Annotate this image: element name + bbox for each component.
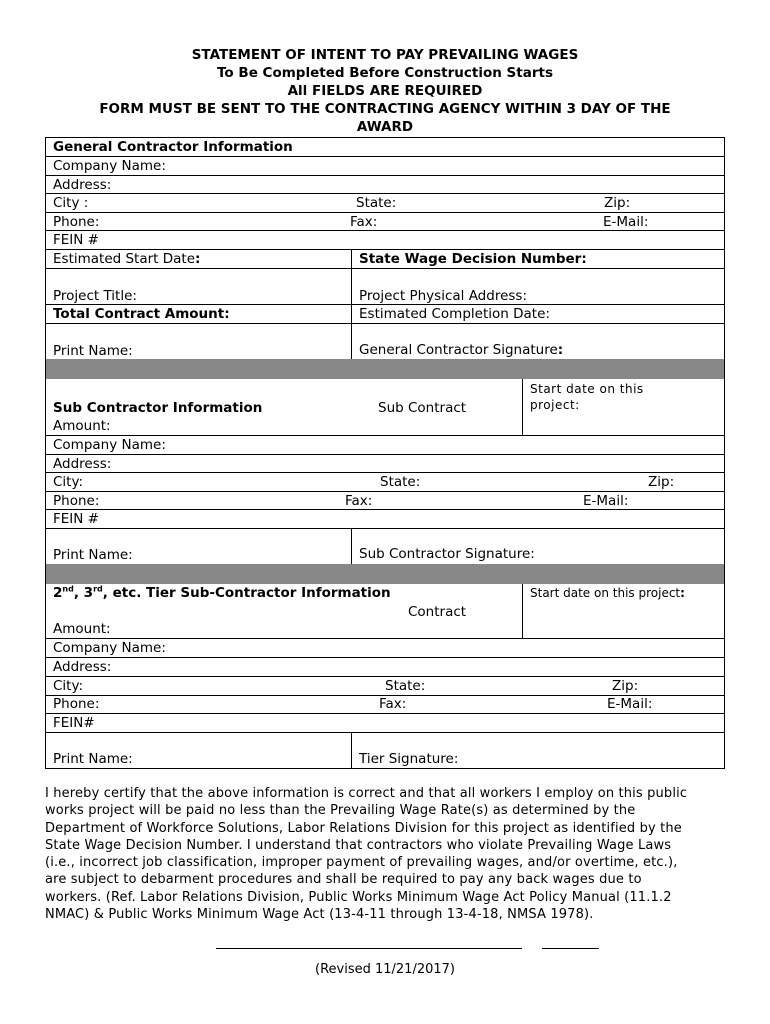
- gc-project-address-field[interactable]: Project Physical Address:: [359, 288, 527, 304]
- certifier-signature-line[interactable]: [216, 948, 522, 949]
- gc-start-date-field[interactable]: Estimated Start Date:: [53, 251, 201, 267]
- tier-section-title: 2nd, 3rd, etc. Tier Sub-Contractor Information: [53, 584, 391, 601]
- certification-line: I hereby certify that the above information is correct and that all workers I employ on this public: [45, 786, 688, 801]
- gc-section-title: General Contractor Information: [53, 139, 293, 155]
- gc-project-title-field[interactable]: Project Title:: [53, 288, 137, 304]
- certification-line: Department of Workforce Solutions, Labor Relations Division for this project as identified by the: [45, 820, 682, 836]
- required-notice: All FIELDS ARE REQUIRED: [287, 83, 483, 99]
- tier-company-name-field[interactable]: Company Name:: [53, 640, 166, 656]
- revision-date: (Revised 11/21/2017): [315, 962, 455, 977]
- gc-phone-field[interactable]: Phone:: [53, 214, 100, 230]
- tier-city-field[interactable]: City:: [53, 678, 84, 694]
- sub-state-field[interactable]: State:: [380, 474, 421, 490]
- sub-fax-field[interactable]: Fax:: [345, 493, 373, 509]
- deadline-notice: FORM MUST BE SENT TO THE CONTRACTING AGENCY WITHIN 3 DAY OF THE: [99, 101, 671, 117]
- sub-fein-field[interactable]: FEIN #: [53, 511, 99, 527]
- certification-line: works project will be paid no less than the Prevailing Wage Rate(s) as determined by the: [45, 803, 636, 819]
- tier-address-field[interactable]: Address:: [53, 659, 112, 675]
- gc-wage-decision-field[interactable]: State Wage Decision Number:: [359, 251, 587, 267]
- sub-contract-label: Sub Contract: [378, 400, 467, 416]
- gc-signature-field[interactable]: General Contractor Signature:: [359, 342, 564, 358]
- sub-company-name-field[interactable]: Company Name:: [53, 437, 166, 453]
- tier-state-field[interactable]: State:: [385, 678, 426, 694]
- sub-print-name-field[interactable]: Print Name:: [53, 547, 133, 563]
- sub-start-date-field[interactable]: Start date on this project:: [530, 382, 644, 412]
- gc-completion-date-field[interactable]: Estimated Completion Date:: [359, 306, 550, 322]
- section-divider: [46, 564, 724, 584]
- tier-start-date-field[interactable]: Start date on this project:: [530, 586, 685, 600]
- form-title: STATEMENT OF INTENT TO PAY PREVAILING WAGES: [191, 47, 579, 63]
- deadline-notice-cont: AWARD: [356, 119, 414, 135]
- sub-signature-field[interactable]: Sub Contractor Signature:: [359, 546, 535, 562]
- gc-email-field[interactable]: E-Mail:: [603, 214, 649, 230]
- sub-zip-field[interactable]: Zip:: [648, 474, 675, 490]
- certifier-date-line[interactable]: [542, 948, 599, 949]
- gc-total-contract-field[interactable]: Total Contract Amount:: [53, 306, 230, 322]
- tier-amount-field[interactable]: Amount:: [53, 621, 111, 637]
- tier-fein-field[interactable]: FEIN#: [53, 715, 95, 731]
- contractor-form: [45, 137, 725, 769]
- gc-fax-field[interactable]: Fax:: [350, 214, 378, 230]
- certification-line: (i.e., incorrect job classification, improper payment of prevailing wages, and/or overtime, etc.),: [45, 855, 678, 871]
- sub-section-title: Sub Contractor Information: [53, 400, 263, 416]
- certification-line: are subject to debarment procedures and shall be required to pay any back wages due to: [45, 872, 642, 888]
- sub-amount-field[interactable]: Amount:: [53, 418, 111, 434]
- gc-company-name-field[interactable]: Company Name:: [53, 158, 166, 174]
- gc-fein-field[interactable]: FEIN #: [53, 232, 99, 248]
- tier-contract-label: Contract: [408, 604, 467, 620]
- gc-state-field[interactable]: State:: [356, 195, 397, 211]
- gc-address-field[interactable]: Address:: [53, 177, 112, 193]
- gc-print-name-field[interactable]: Print Name:: [53, 343, 133, 359]
- gc-city-field[interactable]: City :: [53, 195, 89, 211]
- tier-signature-field[interactable]: Tier Signature:: [359, 751, 459, 767]
- sub-email-field[interactable]: E-Mail:: [583, 493, 629, 509]
- certification-line: workers. (Ref. Labor Relations Division, Public Works Minimum Wage Act Policy Manual (11.1.2: [45, 889, 672, 905]
- tier-email-field[interactable]: E-Mail:: [607, 696, 653, 712]
- sub-address-field[interactable]: Address:: [53, 456, 112, 472]
- tier-zip-field[interactable]: Zip:: [612, 678, 639, 694]
- certification-line: State Wage Decision Number. I understand that contractors who violate Prevailing Wage Laws: [45, 837, 672, 853]
- sub-city-field[interactable]: City:: [53, 474, 84, 490]
- form-subtitle: To Be Completed Before Construction Starts: [217, 65, 553, 81]
- tier-fax-field[interactable]: Fax:: [379, 696, 407, 712]
- gc-zip-field[interactable]: Zip:: [604, 195, 631, 211]
- tier-phone-field[interactable]: Phone:: [53, 696, 100, 712]
- section-divider: [46, 359, 724, 379]
- certification-line: NMAC) & Public Works Minimum Wage Act (13-4-11 through 13-4-18, NMSA 1978).: [45, 907, 594, 923]
- sub-phone-field[interactable]: Phone:: [53, 493, 100, 509]
- certification-statement: [45, 785, 725, 923]
- tier-print-name-field[interactable]: Print Name:: [53, 751, 133, 767]
